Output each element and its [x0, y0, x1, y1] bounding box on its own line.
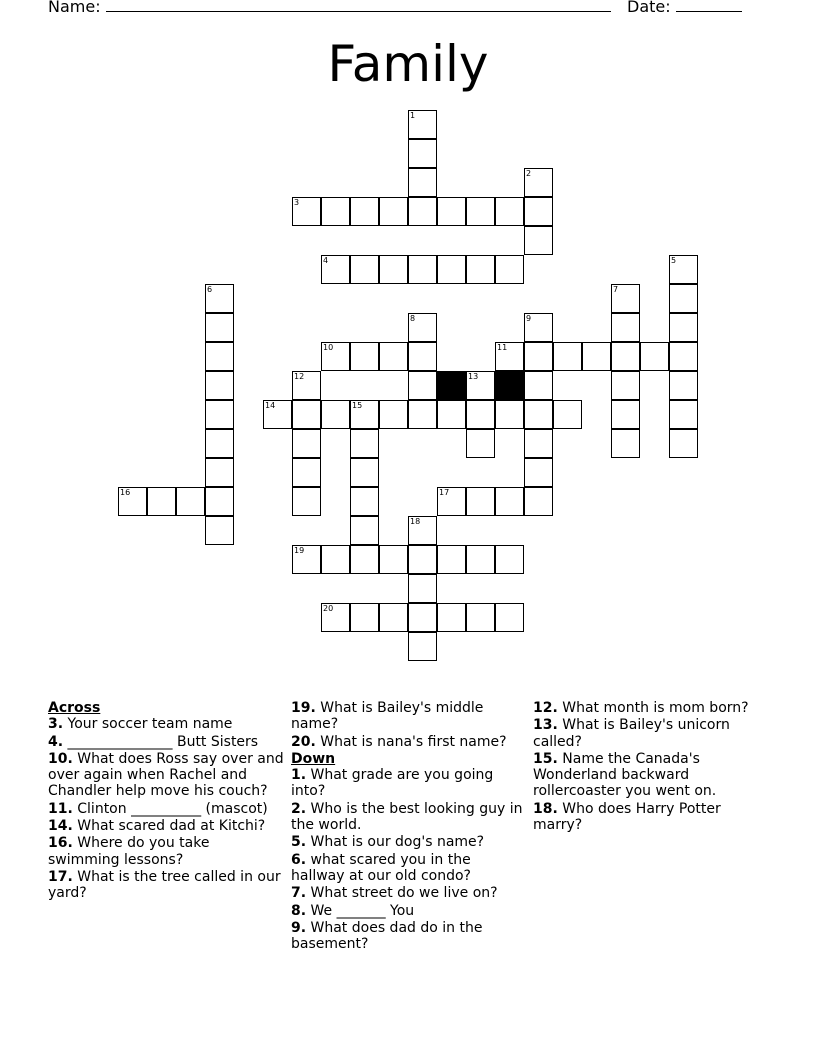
grid-cell[interactable]: [495, 197, 524, 226]
clues-column-2: [291, 700, 527, 953]
grid-cell[interactable]: [321, 197, 350, 226]
grid-cell[interactable]: [611, 284, 640, 313]
grid-cell[interactable]: [408, 313, 437, 342]
clue-number: 5.: [291, 834, 307, 851]
clue: [48, 801, 284, 817]
grid-cell[interactable]: [669, 342, 698, 371]
down-heading: Down: [291, 750, 336, 767]
clue-text: Who does Harry Potter marry?: [533, 800, 721, 834]
grid-cell[interactable]: [669, 313, 698, 342]
clue: [291, 767, 527, 800]
grid-cell[interactable]: [408, 516, 437, 545]
cell-number: 16: [120, 488, 131, 497]
clue: [291, 700, 527, 733]
cell-number: 8: [410, 314, 416, 323]
grid-cell[interactable]: [350, 545, 379, 574]
clue: [48, 734, 284, 750]
grid-cell[interactable]: [147, 487, 176, 516]
grid-cell[interactable]: [350, 516, 379, 545]
grid-cell[interactable]: [466, 255, 495, 284]
clue-number: 12.: [533, 700, 558, 716]
grid-cell[interactable]: [321, 603, 350, 632]
grid-cell[interactable]: [205, 400, 234, 429]
clue: [48, 835, 284, 868]
clue: [48, 751, 284, 800]
grid-cell[interactable]: [669, 255, 698, 284]
clue-text: What does dad do in the basement?: [291, 919, 483, 953]
grid-cell[interactable]: [466, 429, 495, 458]
grid-cell[interactable]: [437, 545, 466, 574]
grid-cell[interactable]: [466, 197, 495, 226]
grid-cell[interactable]: [495, 255, 524, 284]
page-title: Family: [327, 35, 489, 93]
clue: [48, 869, 284, 902]
grid-cell[interactable]: [669, 429, 698, 458]
cell-number: 15: [352, 401, 363, 410]
grid-cell[interactable]: [437, 255, 466, 284]
cell-number: 10: [323, 343, 334, 352]
clue-text: We _______ You: [306, 902, 415, 919]
cell-number: 17: [439, 488, 450, 497]
grid-cell[interactable]: [379, 400, 408, 429]
clue: [533, 700, 763, 716]
cell-number: 3: [294, 198, 300, 207]
cell-number: 1: [410, 111, 416, 120]
clue-number: 10.: [48, 750, 73, 767]
clue: [291, 801, 527, 834]
clue-number: 8.: [291, 902, 307, 919]
clue-text: What scared dad at Kitchi?: [72, 818, 266, 835]
grid-cell[interactable]: [524, 458, 553, 487]
grid-cell[interactable]: [408, 110, 437, 139]
grid-cell[interactable]: [350, 458, 379, 487]
clue: [48, 716, 284, 732]
grid-cell[interactable]: [495, 400, 524, 429]
grid-cell[interactable]: [321, 342, 350, 371]
cell-number: 12: [294, 372, 305, 381]
cell-number: 18: [410, 517, 421, 526]
grid-cell[interactable]: [350, 487, 379, 516]
grid-cell[interactable]: [350, 255, 379, 284]
grid-cell[interactable]: [611, 429, 640, 458]
cell-number: 2: [526, 169, 532, 178]
grid-cell[interactable]: [495, 545, 524, 574]
cell-number: 14: [265, 401, 276, 410]
grid-cell[interactable]: [524, 313, 553, 342]
grid-cell[interactable]: [640, 342, 669, 371]
grid-cell[interactable]: [205, 371, 234, 400]
black-cell: [437, 371, 466, 400]
grid-cell[interactable]: [292, 545, 321, 574]
grid-cell[interactable]: [408, 255, 437, 284]
clue-text: Name the Canada's Wonderland backward rollercoaster you went on.: [533, 750, 717, 800]
grid-cell[interactable]: [408, 139, 437, 168]
name-label: Name:: [48, 0, 101, 16]
clue: [291, 885, 527, 901]
cell-number: 13: [468, 372, 479, 381]
grid-cell[interactable]: [495, 603, 524, 632]
grid-cell[interactable]: [466, 545, 495, 574]
across-heading: Across: [48, 700, 101, 716]
grid-cell[interactable]: [553, 400, 582, 429]
clue-text: What street do we live on?: [306, 885, 498, 902]
grid-cell[interactable]: [379, 545, 408, 574]
clue-text: What is Bailey's middle name?: [291, 700, 484, 733]
clue-text: Who is the best looking guy in the world.: [291, 800, 523, 834]
clue: [533, 801, 763, 834]
grid-cell[interactable]: [437, 400, 466, 429]
clue-text: _______________ Butt Sisters: [63, 733, 259, 750]
grid-cell[interactable]: [524, 226, 553, 255]
grid-cell[interactable]: [408, 197, 437, 226]
grid-cell[interactable]: [408, 545, 437, 574]
clue-text: Where do you take swimming lessons?: [48, 835, 210, 868]
clue-text: Your soccer team name: [63, 716, 233, 733]
grid-cell[interactable]: [292, 197, 321, 226]
clue: [291, 920, 527, 953]
grid-cell[interactable]: [524, 371, 553, 400]
grid-cell[interactable]: [350, 400, 379, 429]
grid-cell[interactable]: [611, 371, 640, 400]
clue-text: what scared you in the hallway at our old condo?: [291, 851, 471, 884]
grid-cell[interactable]: [524, 429, 553, 458]
clue-number: 16.: [48, 835, 73, 852]
grid-cell[interactable]: [205, 284, 234, 313]
clue-text: What does Ross say over and over again when Rachel and Chandler help move his couch?: [48, 750, 284, 800]
grid-cell[interactable]: [205, 342, 234, 371]
grid-cell[interactable]: [350, 603, 379, 632]
grid-cell[interactable]: [408, 371, 437, 400]
clue: [533, 751, 763, 800]
clue-text: What month is mom born?: [557, 700, 749, 716]
grid-cell[interactable]: [466, 371, 495, 400]
clue-number: 6.: [291, 851, 307, 868]
grid-cell[interactable]: [611, 342, 640, 371]
clue: [48, 818, 284, 834]
clue-number: 17.: [48, 868, 73, 885]
grid-cell[interactable]: [350, 429, 379, 458]
grid-cell[interactable]: [466, 603, 495, 632]
grid-cell[interactable]: [292, 487, 321, 516]
grid-cell[interactable]: [292, 429, 321, 458]
grid-cell[interactable]: [379, 342, 408, 371]
clue-number: 2.: [291, 800, 307, 817]
cell-number: 7: [613, 285, 619, 294]
clue-text: Clinton __________ (mascot): [72, 800, 268, 817]
clue-number: 15.: [533, 750, 558, 767]
clues-column-3: [533, 700, 763, 834]
clue-text: What is Bailey's unicorn called?: [533, 717, 730, 750]
grid-cell[interactable]: [118, 487, 147, 516]
clue-text: What is our dog's name?: [306, 834, 485, 851]
grid-cell[interactable]: [466, 487, 495, 516]
clue-number: 11.: [48, 800, 73, 817]
cell-number: 19: [294, 546, 305, 555]
clue-text: What is nana's first name?: [315, 733, 507, 750]
clue-number: 14.: [48, 818, 73, 835]
clue: [291, 903, 527, 919]
clue-number: 13.: [533, 717, 558, 734]
cell-number: 4: [323, 256, 329, 265]
grid-cell[interactable]: [205, 429, 234, 458]
grid-cell[interactable]: [176, 487, 205, 516]
grid-cell[interactable]: [524, 342, 553, 371]
cell-number: 6: [207, 285, 213, 294]
grid-cell[interactable]: [524, 400, 553, 429]
clue-number: 18.: [533, 800, 558, 817]
clue: [533, 717, 763, 750]
clue-number: 19.: [291, 700, 316, 716]
clue-number: 4.: [48, 733, 64, 750]
grid-cell[interactable]: [669, 371, 698, 400]
clue-number: 9.: [291, 919, 307, 936]
grid-cell[interactable]: [524, 168, 553, 197]
grid-cell[interactable]: [669, 400, 698, 429]
grid-cell[interactable]: [524, 487, 553, 516]
clues-column-1: [48, 700, 284, 903]
grid-cell[interactable]: [495, 342, 524, 371]
grid-cell[interactable]: [669, 284, 698, 313]
cell-number: 11: [497, 343, 508, 352]
grid-cell[interactable]: [582, 342, 611, 371]
grid-cell[interactable]: [408, 168, 437, 197]
black-cell: [495, 371, 524, 400]
cell-number: 9: [526, 314, 532, 323]
grid-cell[interactable]: [611, 313, 640, 342]
grid-cell[interactable]: [205, 313, 234, 342]
grid-cell[interactable]: [408, 632, 437, 661]
grid-cell[interactable]: [408, 400, 437, 429]
grid-cell[interactable]: [437, 603, 466, 632]
grid-cell[interactable]: [292, 458, 321, 487]
grid-cell[interactable]: [321, 255, 350, 284]
clue: [291, 852, 527, 885]
grid-cell[interactable]: [553, 342, 582, 371]
clue: [291, 834, 527, 850]
grid-cell[interactable]: [408, 603, 437, 632]
grid-cell[interactable]: [350, 342, 379, 371]
grid-cell[interactable]: [524, 197, 553, 226]
grid-cell[interactable]: [321, 545, 350, 574]
grid-cell[interactable]: [437, 197, 466, 226]
cell-number: 5: [671, 256, 677, 265]
clue-text: What is the tree called in our yard?: [48, 868, 281, 902]
cell-number: 20: [323, 604, 334, 613]
grid-cell[interactable]: [292, 371, 321, 400]
clue: [291, 734, 527, 750]
grid-cell[interactable]: [292, 400, 321, 429]
grid-cell[interactable]: [611, 400, 640, 429]
grid-cell[interactable]: [205, 516, 234, 545]
grid-cell[interactable]: [350, 197, 379, 226]
grid-cell[interactable]: [379, 197, 408, 226]
date-label: Date:: [627, 0, 671, 16]
grid-cell[interactable]: [408, 342, 437, 371]
grid-cell[interactable]: [379, 255, 408, 284]
grid-cell[interactable]: [466, 400, 495, 429]
grid-cell[interactable]: [408, 574, 437, 603]
grid-cell[interactable]: [205, 487, 234, 516]
clue-number: 7.: [291, 885, 307, 902]
grid-cell[interactable]: [205, 458, 234, 487]
clue-text: What grade are you going into?: [291, 767, 494, 800]
grid-cell[interactable]: [321, 400, 350, 429]
grid-cell[interactable]: [495, 487, 524, 516]
grid-cell[interactable]: [263, 400, 292, 429]
clue-number: 3.: [48, 716, 64, 733]
clue-number: 1.: [291, 767, 307, 784]
clue-number: 20.: [291, 733, 316, 750]
grid-cell[interactable]: [379, 603, 408, 632]
grid-cell[interactable]: [437, 487, 466, 516]
